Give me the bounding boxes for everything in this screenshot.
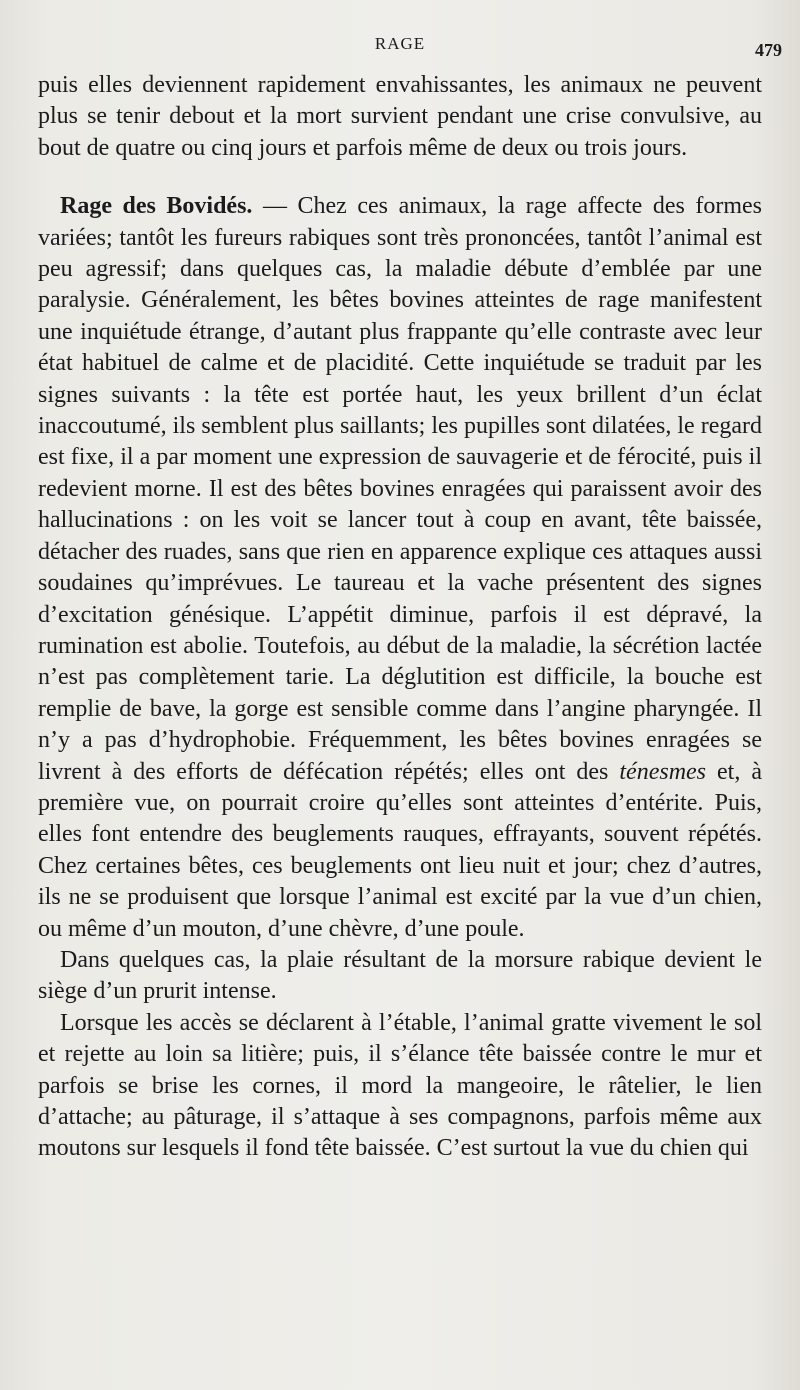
paragraph-text: — Chez ces animaux, la rage affecte des formes variées; tantôt les fureurs rabiques sont très prononcées, tantôt l’animal est peu agressif; dans quelques cas, la maladie débute d’emblée par une paralysie. Généralement, les bêtes bovines atteintes de rage manifestent une inquiétude étrange, d’autant plus frappante qu’elle contraste avec leur état habituel de calme et de placidité. Cette inquiétude se traduit par les signes suivants : la tête est portée haut, les yeux brillent d’un éclat inaccoutumé, ils semblent plus saillants; les pupilles sont dilatées, le regard est fixe, il a par moment une expression de sauvagerie et de férocité, puis il redevient morne. Il est des bêtes bovines enragées qui paraissent avoir des hallucinations : on les voit se lancer tout à coup en avant, tête baissée, détacher des ruades, sans que rien en apparence explique ces attaques aussi soudaines qu’imprévues. Le taureau et la vache présentent des signes d’excitation génésique. L’appétit diminue, parfois il est dépravé, la rumination est abolie. Toutefois, au début de la maladie, la sécrétion lactée n’est pas complètement tarie. La déglutition est difficile, la bouche est remplie de bave, la gorge est sensible comme dans l’angine pharyngée. Il n’y a pas d’hydrophobie. Fréquemment, les bêtes bovines enragées se livrent à des efforts de défécation répétés; elles ont des [38, 193, 763, 785]
page-number: 479 [755, 40, 782, 60]
paragraph-acces: Lorsque les accès se déclarent à l’étable, l’animal gratte vivement le sol et rejette au loin sa litière; puis, il s’élance tête baissée contre le mur et parfois se brise les cornes, il mord la mangeoire, le râtelier, le lien d’attache; au pâturage, il s’attaque à ses compagnons, parfois même aux moutons sur lesquels il fond tête baissée. C’est surtout la vue du chien qui [38, 1009, 762, 1162]
italic-term: ténesmes [619, 758, 707, 785]
body-text [38, 70, 762, 1165]
paragraph-continued: puis elles deviennent rapidement envahissantes, les animaux ne peuvent plus se tenir debout et la mort survient pendant une crise convulsive, au bout de quatre ou cinq jours et parfois même de deux ou trois jours. [38, 72, 762, 161]
section-title: Rage des Bovidés. [60, 193, 253, 220]
paragraph-text: et, à première vue, on pourrait croire qu’elles sont atteintes d’entérite. Puis, elles font entendre des beuglements rauques, effrayants, souvent répétés. Chez certaines bêtes, ces beuglements ont lieu nuit et jour; chez d’autres, ils ne se produisent que lorsque l’animal est excité par la vue d’un chien, ou même d’un mouton, d’une chèvre, d’une poule. [38, 758, 762, 942]
paragraph-plaie: Dans quelques cas, la plaie résultant de la morsure rabique devient le siège d’un prurit intense. [38, 946, 762, 1005]
running-head: RAGE [374, 34, 426, 53]
paragraph-rage-des-bovides [38, 191, 762, 945]
page-header [0, 34, 800, 58]
